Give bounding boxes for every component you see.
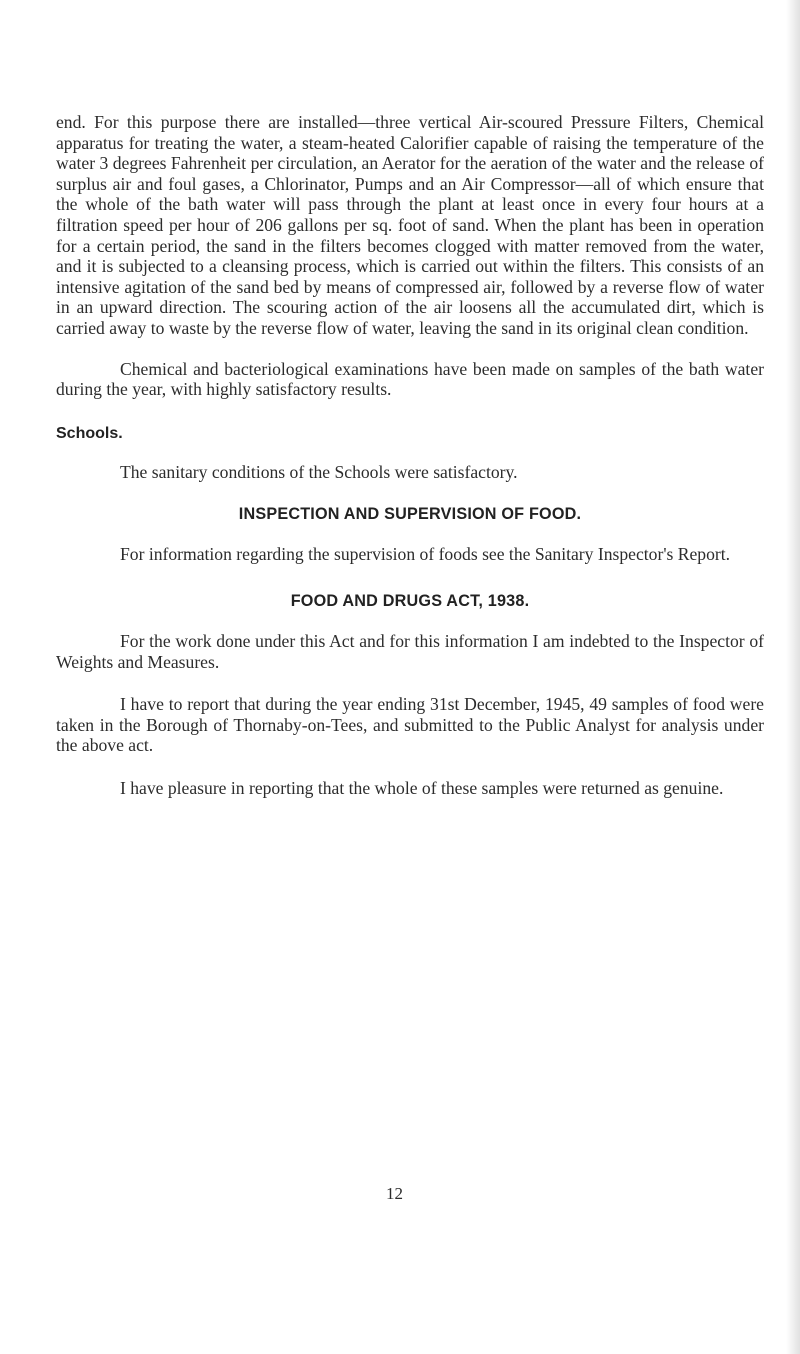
- heading-schools: Schools.: [56, 424, 123, 442]
- paragraph-samples-report: I have to report that during the year ending 31st December, 1945, 49 samples of food were taken in the Borough of Thornaby-on-Tees, and submitted to the Public Analyst for analysis under the above act.: [56, 694, 764, 756]
- heading-inspection-food: INSPECTION AND SUPERVISION OF FOOD.: [238, 505, 582, 524]
- paragraph-examinations: Chemical and bacteriological examinations have been made on samples of the bath water during the year, with highly satisfactory results.: [56, 358, 764, 400]
- paragraph-schools: The sanitary conditions of the Schools were satisfactory.: [120, 461, 518, 482]
- heading-food-drugs-act: FOOD AND DRUGS ACT, 1938.: [290, 591, 530, 610]
- paragraph-act-work: For the work done under this Act and for this information I am indebted to the Inspector of Weights and Measures.: [56, 630, 764, 672]
- paragraph-food-supervision: For information regarding the supervision of foods see the Sanitary Inspector's Report.: [120, 544, 731, 565]
- paragraph-filtration-plant: end. For this purpose there are installed—three vertical Air-scoured Pressure Filters, Chemical apparatus for treating the water, a steam-heated Calorifier capable of raising the temperature of the water 3 degrees Fahrenheit per circulation, an Aerator for the aeration of the water and the release of surplus air and foul gases, a Chlorinator, Pumps and an Air Compressor—all of which ensure that the whole of the bath water will pass through the plant at least once in every four hours at a filtration speed per hour of 206 gallons per sq. foot of sand. When the plant has been in operation for a certain period, the sand in the filters becomes clogged with matter removed from the water, and it is subjected to a cleansing process, which is carried out within the filters. This consists of an intensive agitation of the sand bed by means of compressed air, followed by a reverse flow of water in an upward direction. The scouring action of the air loosens all the accumulated dirt, which is carried away to waste by the reverse flow of water, leaving the sand in its original clean condition.: [56, 112, 764, 338]
- page-edge-shadow: [786, 0, 800, 1354]
- paragraph-samples-genuine: I have pleasure in reporting that the whole of these samples were returned as genuine.: [120, 777, 724, 798]
- document-body: [56, 112, 764, 798]
- page-number: 12: [386, 1184, 403, 1203]
